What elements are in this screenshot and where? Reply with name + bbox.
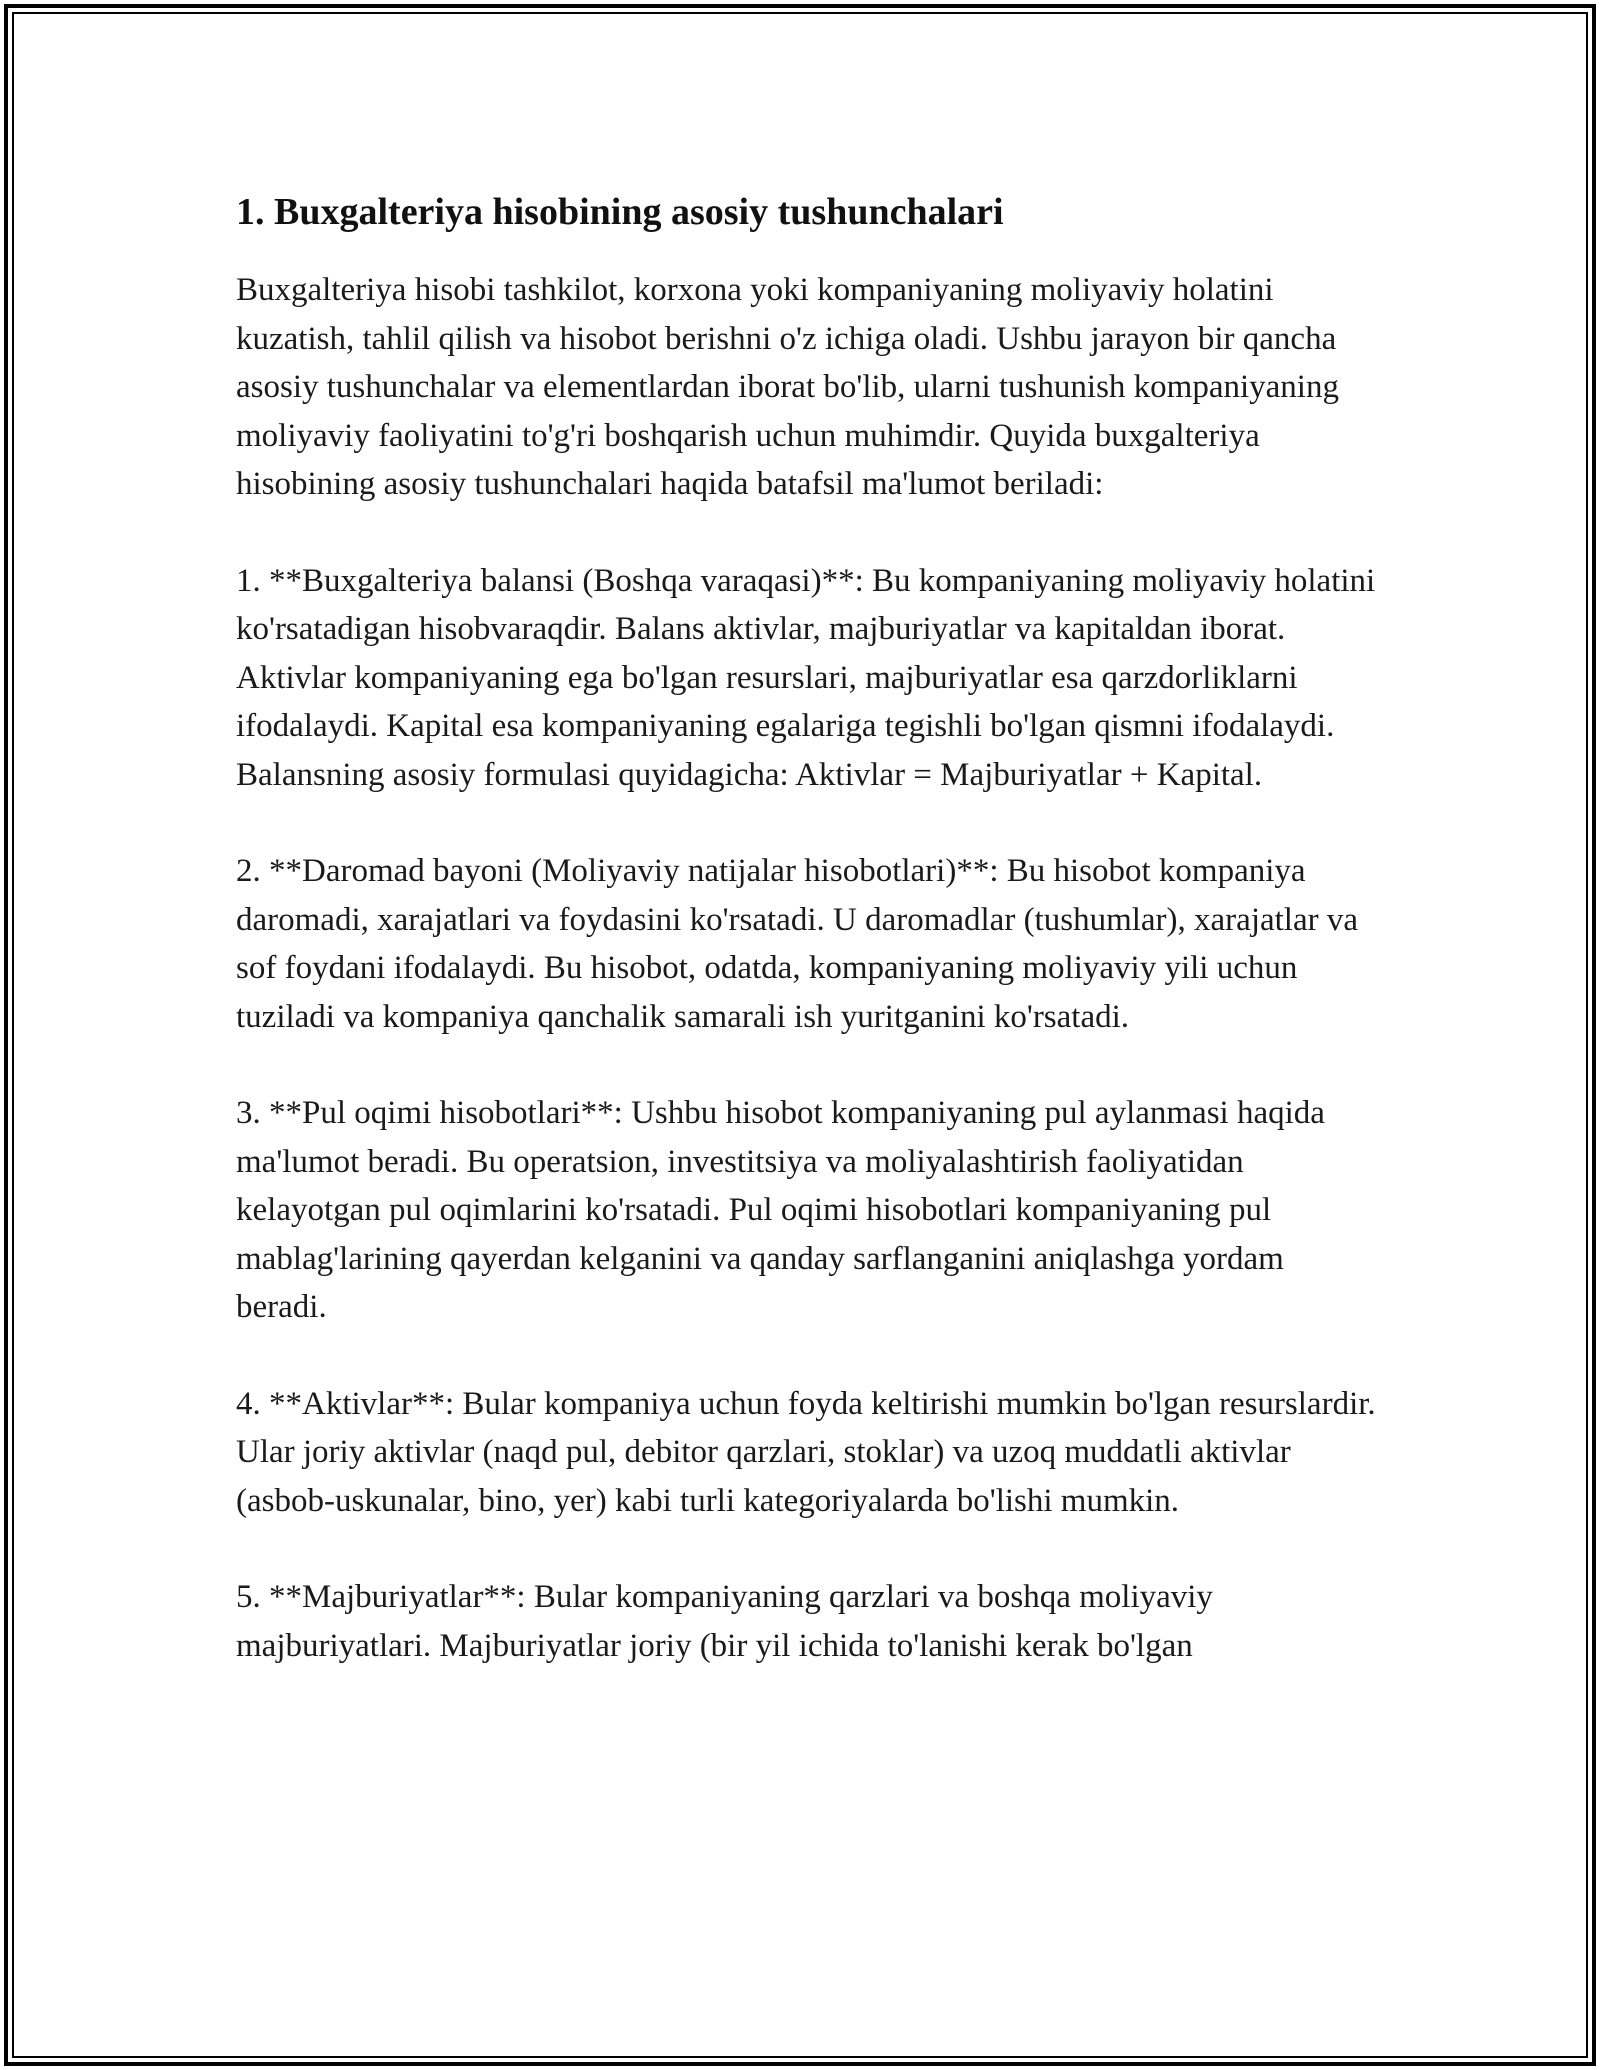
liabilities-paragraph: 5. **Majburiyatlar**: Bular kompaniyaning qarzlari va boshqa moliyaviy majburiyatlari. Majburiyatlar joriy (bir yil ichida to'lanishi kerak bo'lgan [236, 1579, 1213, 1664]
cash-flow-paragraph: 3. **Pul oqimi hisobotlari**: Ushbu hisobot kompaniyaning pul aylanmasi haqida ma'lumot beradi. Bu operatsion, investitsiya va moliyalashtirish faoliyatidan kelayotgan pul oqimlarini ko'rsatadi. Pul oqimi hisobotlari kompaniyaning pul mablag'larining qayerdan kelganini va qanday sarflanganini aniqlashga yordam beradi. [236, 1095, 1325, 1325]
assets-paragraph: 4. **Aktivlar**: Bular kompaniya uchun foyda keltirishi mumkin bo'lgan resurslardir. Ular joriy aktivlar (naqd pul, debitor qarzlari, stoklar) va uzoq muddatli aktivlar (asbob-uskunalar, bino, yer) kabi turli kategoriyalarda bo'lishi mumkin. [236, 1385, 1376, 1519]
balance-sheet-paragraph: 1. **Buxgalteriya balansi (Boshqa varaqasi)**: Bu kompaniyaning moliyaviy holatini ko'rsatadigan hisobvaraqdir. Balans aktivlar, majburiyatlar va kapitaldan iborat. Aktivlar kompaniyaning ega bo'lgan resurslari, majburiyatlar esa qarzdorliklarni ifodalaydi. Kapital esa kompaniyaning egalariga tegishli bo'lgan qismni ifodalaydi. Balansning asosiy formulasi quyidagicha: Aktivlar = Majburiyatlar + Kapital. [236, 562, 1376, 793]
document-body [236, 186, 1376, 1718]
intro-paragraph: Buxgalteriya hisobi tashkilot, korxona yoki kompaniyaning moliyaviy holatini kuzatish, tahlil qilish va hisobot berishni o'z ichiga oladi. Ushbu jarayon bir qancha asosiy tushunchalar va elementlardan iborat bo'lib, ularni tushunish kompaniyaning moliyaviy faoliyatini to'g'ri boshqarish uchun muhimdir. Quyida buxgalteriya hisobining asosiy tushunchalari haqida batafsil ma'lumot beriladi: [236, 272, 1339, 502]
section-heading: 1. Buxgalteriya hisobining asosiy tushunchalari [236, 191, 1004, 233]
income-statement-paragraph: 2. **Daromad bayoni (Moliyaviy natijalar hisobotlari)**: Bu hisobot kompaniya daromadi, xarajatlari va foydasini ko'rsatadi. U daromadlar (tushumlar), xarajatlar va sof foydani ifodalaydi. Bu hisobot, odatda, kompaniyaning moliyaviy yili uchun tuziladi va kompaniya qanchalik samarali ish yuritganini ko'rsatadi. [236, 853, 1358, 1035]
